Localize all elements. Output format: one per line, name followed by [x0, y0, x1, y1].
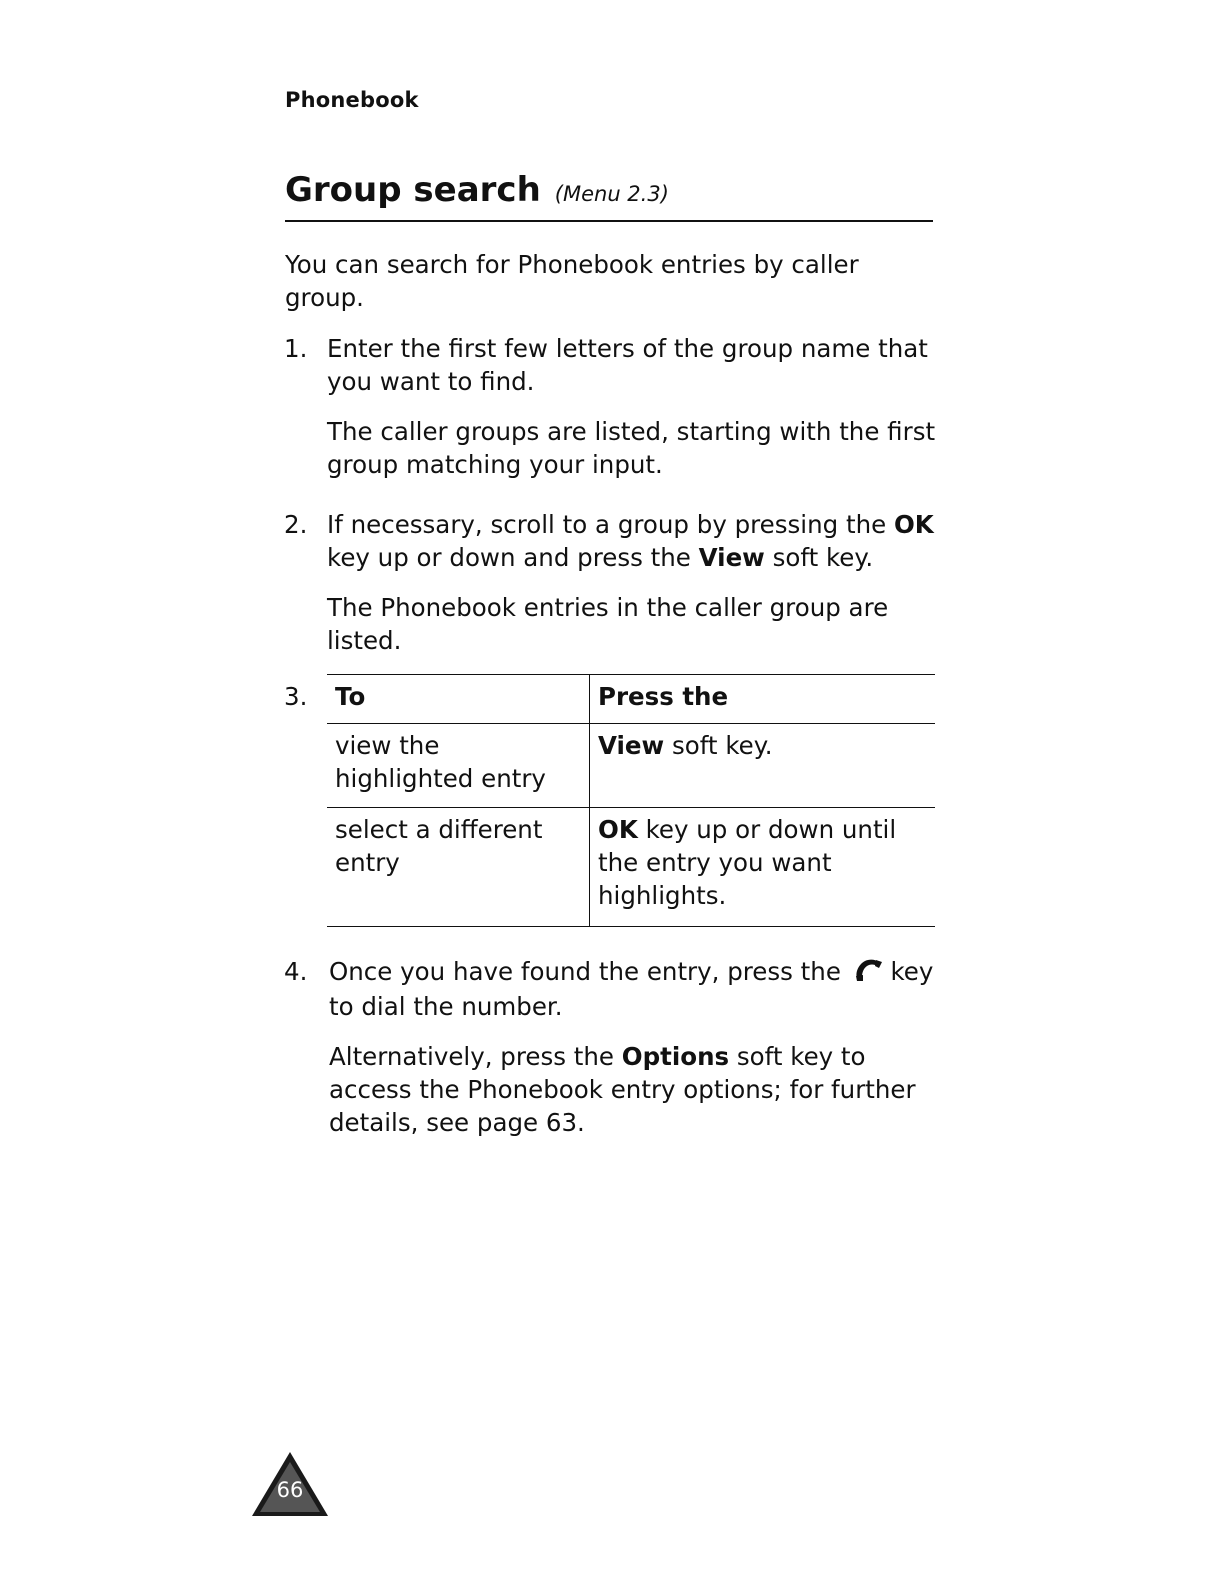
step-note: Alternatively, press the Options soft key to access the Phonebook entry options; for further details, see page 63. — [329, 1042, 916, 1137]
key-table — [327, 674, 935, 927]
menu-reference: (Menu 2.3) — [554, 182, 669, 206]
step-text: Once you have found the entry, press the key to dial the number. — [329, 957, 934, 1021]
step-1 — [327, 332, 937, 481]
step-note: The Phonebook entries in the caller group are listed. — [327, 593, 889, 655]
column-header-press: Press the — [590, 675, 936, 724]
step-number: 4. — [284, 957, 308, 986]
step-number: 3. — [284, 682, 308, 711]
table-row — [327, 808, 935, 927]
page-number: 66 — [276, 1478, 304, 1502]
table-cell-to: select a different entry — [327, 808, 590, 927]
table-cell-press: OK key up or down until the entry you want highlights. — [590, 808, 936, 927]
step-number: 2. — [284, 510, 308, 539]
step-number: 1. — [284, 334, 308, 363]
section-header: Phonebook — [285, 88, 419, 112]
view-key-label: View — [698, 543, 765, 572]
options-key-label: Options — [621, 1042, 730, 1071]
table-row — [327, 724, 935, 808]
title-main: Group search — [285, 170, 541, 210]
table-cell-to: view the highlighted entry — [327, 724, 590, 808]
step-2 — [327, 508, 937, 657]
call-key-icon — [853, 956, 883, 990]
page-title — [285, 170, 933, 222]
step-text: Enter the first few letters of the group name that you want to find. — [327, 334, 928, 396]
step-note: The caller groups are listed, starting with the first group matching your input. — [327, 417, 936, 479]
intro-paragraph: You can search for Phonebook entries by caller group. — [285, 250, 859, 312]
step-text: If necessary, scroll to a group by pressing the OK key up or down and press the View soft key. — [327, 510, 934, 572]
table-cell-press: View soft key. — [590, 724, 936, 808]
table-header-row — [327, 675, 935, 724]
column-header-to: To — [327, 675, 590, 724]
ok-key-label: OK — [893, 510, 934, 539]
step-4 — [329, 955, 939, 1139]
